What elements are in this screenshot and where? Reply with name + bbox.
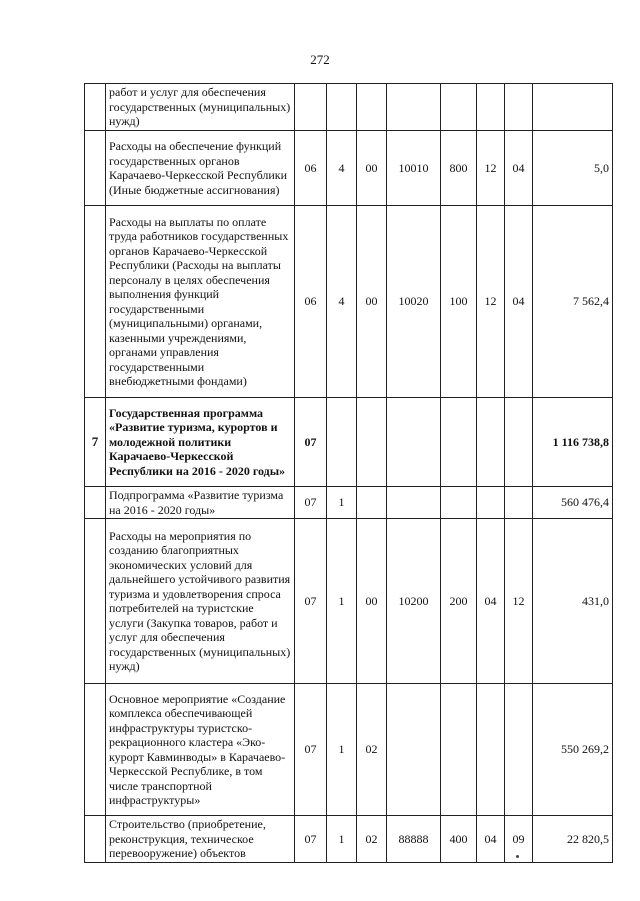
row-name: Государственная программа «Развитие туризма, курортов и молодежной политики Карачаево-Черкесской Республики на 2016 - 2020 годы»	[106, 398, 295, 487]
code-cell	[505, 487, 533, 519]
code-cell: 4	[327, 131, 357, 206]
table-row	[85, 816, 613, 863]
row-number	[85, 684, 106, 816]
code-cell: 10200	[387, 519, 441, 684]
code-cell: 12	[505, 519, 533, 684]
code-cell	[387, 84, 441, 131]
code-cell: 10020	[387, 206, 441, 398]
code-cell: 00	[357, 206, 387, 398]
sum-cell: 5,0	[533, 131, 613, 206]
code-cell	[357, 487, 387, 519]
code-cell	[387, 398, 441, 487]
code-cell: 06	[295, 131, 327, 206]
code-cell: 04	[505, 131, 533, 206]
budget-table	[84, 83, 613, 863]
code-cell: 02	[357, 684, 387, 816]
code-cell: 02	[357, 816, 387, 863]
page-number: 272	[310, 52, 330, 67]
code-cell: 12	[477, 206, 505, 398]
code-cell	[327, 84, 357, 131]
code-cell	[505, 684, 533, 816]
code-cell	[477, 398, 505, 487]
code-cell: 04	[477, 519, 505, 684]
row-name: Расходы на мероприятия по созданию благоприятных экономических условий для дальнейшего устойчивого развития туризма и удовлетворения спроса потребителей на туристские услуги (Закупка товаров, работ и услуг для обеспечения государственных (муниципальных) нужд)	[106, 519, 295, 684]
row-name: Расходы на обеспечение функций государственных органов Карачаево-Черкесской Республики (Иные бюджетные ассигнования)	[106, 131, 295, 206]
sum-cell: 550 269,2	[533, 684, 613, 816]
code-cell: 07	[295, 487, 327, 519]
code-cell	[477, 487, 505, 519]
table-row	[85, 131, 613, 206]
code-cell: 400	[441, 816, 477, 863]
row-number	[85, 519, 106, 684]
code-cell	[387, 684, 441, 816]
code-cell	[505, 84, 533, 131]
sum-cell: 431,0	[533, 519, 613, 684]
code-cell: 200	[441, 519, 477, 684]
code-cell	[477, 684, 505, 816]
table-row	[85, 206, 613, 398]
code-cell	[441, 398, 477, 487]
table-row	[85, 398, 613, 487]
row-name: Расходы на выплаты по оплате труда работников государственных органов Карачаево-Черкесской Республики (Расходы на выплаты персоналу в целях обеспечения выполнения функций государственными (муниципальными) органами, казенными учреждениями, органами управления государственными внебюджетными фондами)	[106, 206, 295, 398]
code-cell: 12	[477, 131, 505, 206]
code-cell	[327, 398, 357, 487]
row-number: 7	[85, 398, 106, 487]
sum-cell: 1 116 738,8	[533, 398, 613, 487]
code-cell: 1	[327, 684, 357, 816]
table-row	[85, 487, 613, 519]
row-name: работ и услуг для обеспечения государственных (муниципальных) нужд)	[106, 84, 295, 131]
sum-cell: 22 820,5	[533, 816, 613, 863]
row-number	[85, 816, 106, 863]
row-number	[85, 131, 106, 206]
code-cell	[295, 84, 327, 131]
scan-speck	[516, 855, 519, 858]
table-row	[85, 684, 613, 816]
code-cell: 1	[327, 519, 357, 684]
code-cell: 07	[295, 398, 327, 487]
code-cell	[505, 398, 533, 487]
code-cell: 88888	[387, 816, 441, 863]
code-cell: 4	[327, 206, 357, 398]
sum-cell: 7 562,4	[533, 206, 613, 398]
code-cell	[387, 487, 441, 519]
row-number	[85, 206, 106, 398]
code-cell: 07	[295, 816, 327, 863]
row-number	[85, 487, 106, 519]
code-cell	[357, 398, 387, 487]
table-row	[85, 84, 613, 131]
code-cell	[477, 84, 505, 131]
code-cell: 07	[295, 519, 327, 684]
row-name: Основное мероприятие «Создание комплекса обеспечивающей инфраструктуры туристско-рекрационного кластера «Эко-курорт Кавминводы» в Карачаево-Черкесской Республике, в том числе транспортной инфраструктуры»	[106, 684, 295, 816]
code-cell: 04	[505, 206, 533, 398]
code-cell: 00	[357, 131, 387, 206]
sum-cell: 560 476,4	[533, 487, 613, 519]
code-cell: 10010	[387, 131, 441, 206]
code-cell	[441, 487, 477, 519]
row-name: Подпрограмма «Развитие туризма на 2016 - 2020 годы»	[106, 487, 295, 519]
code-cell	[441, 84, 477, 131]
table-row	[85, 519, 613, 684]
code-cell: 06	[295, 206, 327, 398]
code-cell: 09	[505, 816, 533, 863]
code-cell: 00	[357, 519, 387, 684]
code-cell: 07	[295, 684, 327, 816]
code-cell	[357, 84, 387, 131]
code-cell: 1	[327, 816, 357, 863]
code-cell: 800	[441, 131, 477, 206]
code-cell: 1	[327, 487, 357, 519]
row-name: Строительство (приобретение, реконструкция, техническое перевооружение) объектов	[106, 816, 295, 863]
code-cell	[441, 684, 477, 816]
row-number	[85, 84, 106, 131]
code-cell: 04	[477, 816, 505, 863]
sum-cell	[533, 84, 613, 131]
code-cell: 100	[441, 206, 477, 398]
